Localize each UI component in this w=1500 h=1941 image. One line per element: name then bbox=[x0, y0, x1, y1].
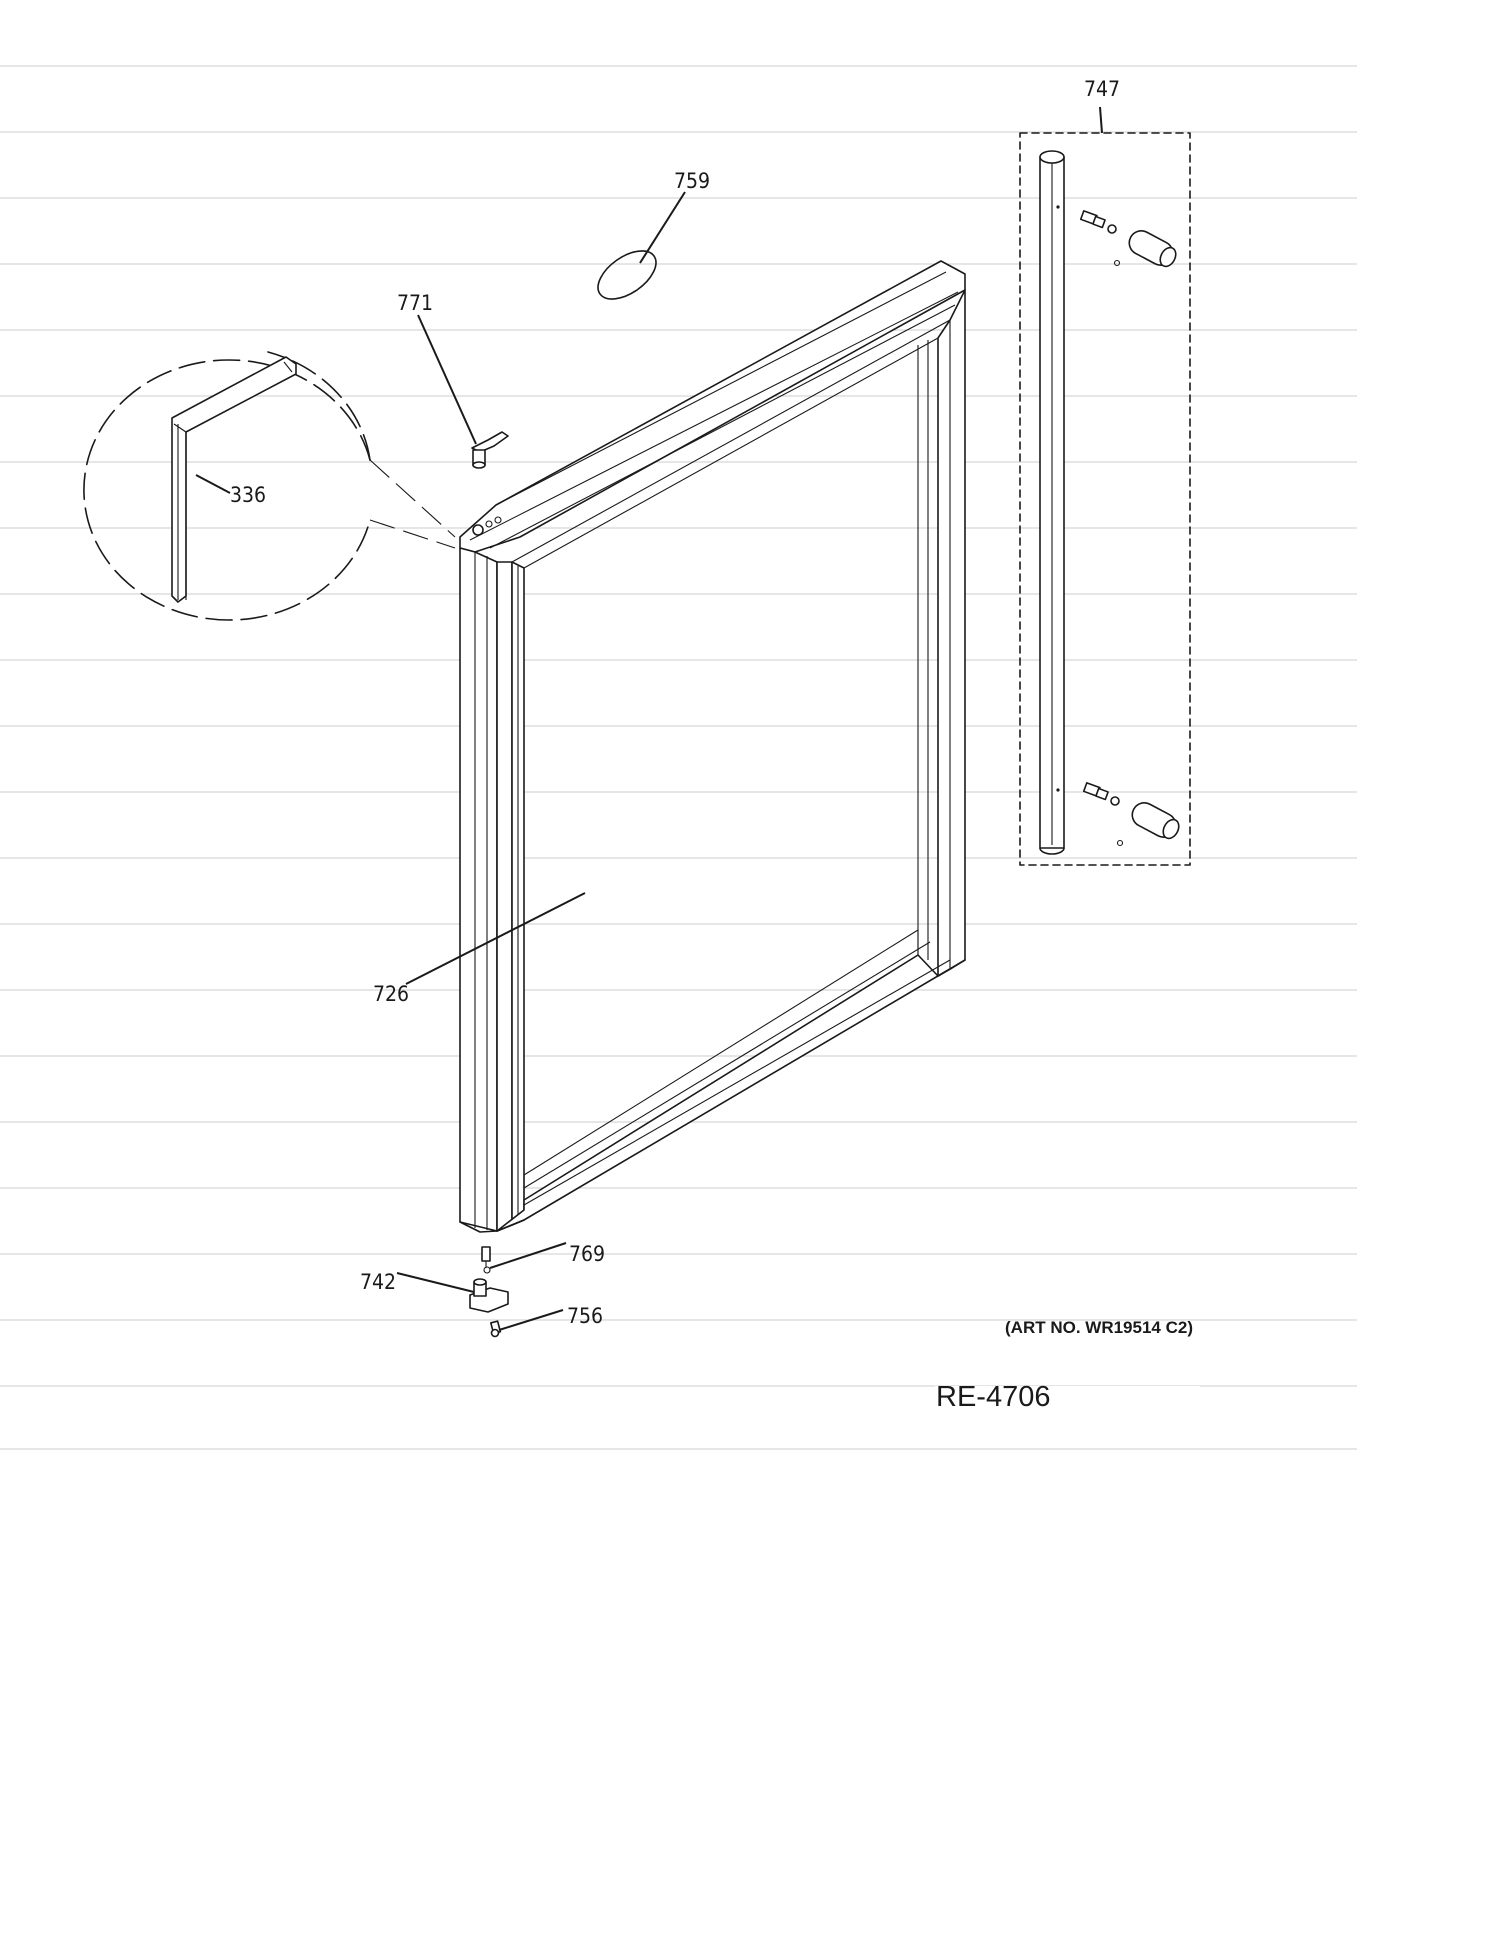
handle-kit bbox=[1020, 133, 1190, 865]
callout-747: 747 bbox=[1084, 77, 1121, 101]
callout-771: 771 bbox=[397, 291, 434, 315]
callout-759: 759 bbox=[674, 169, 711, 193]
part-756-screw bbox=[491, 1321, 501, 1336]
part-769-screw bbox=[482, 1247, 490, 1273]
art-number: (ART NO. WR19514 C2) bbox=[1005, 1318, 1193, 1337]
part-742-hinge bbox=[470, 1279, 508, 1312]
door-gasket-frame bbox=[460, 261, 965, 1232]
callout-756: 756 bbox=[567, 1304, 604, 1328]
gasket-detail-circle bbox=[84, 352, 455, 620]
callout-726: 726 bbox=[373, 982, 410, 1006]
callout-769: 769 bbox=[569, 1242, 606, 1266]
callout-742: 742 bbox=[360, 1270, 397, 1294]
callout-336: 336 bbox=[230, 483, 267, 507]
ruled-lines bbox=[0, 66, 1357, 1449]
part-759-oval bbox=[590, 241, 665, 308]
figure-code: RE-4706 bbox=[936, 1381, 1051, 1413]
